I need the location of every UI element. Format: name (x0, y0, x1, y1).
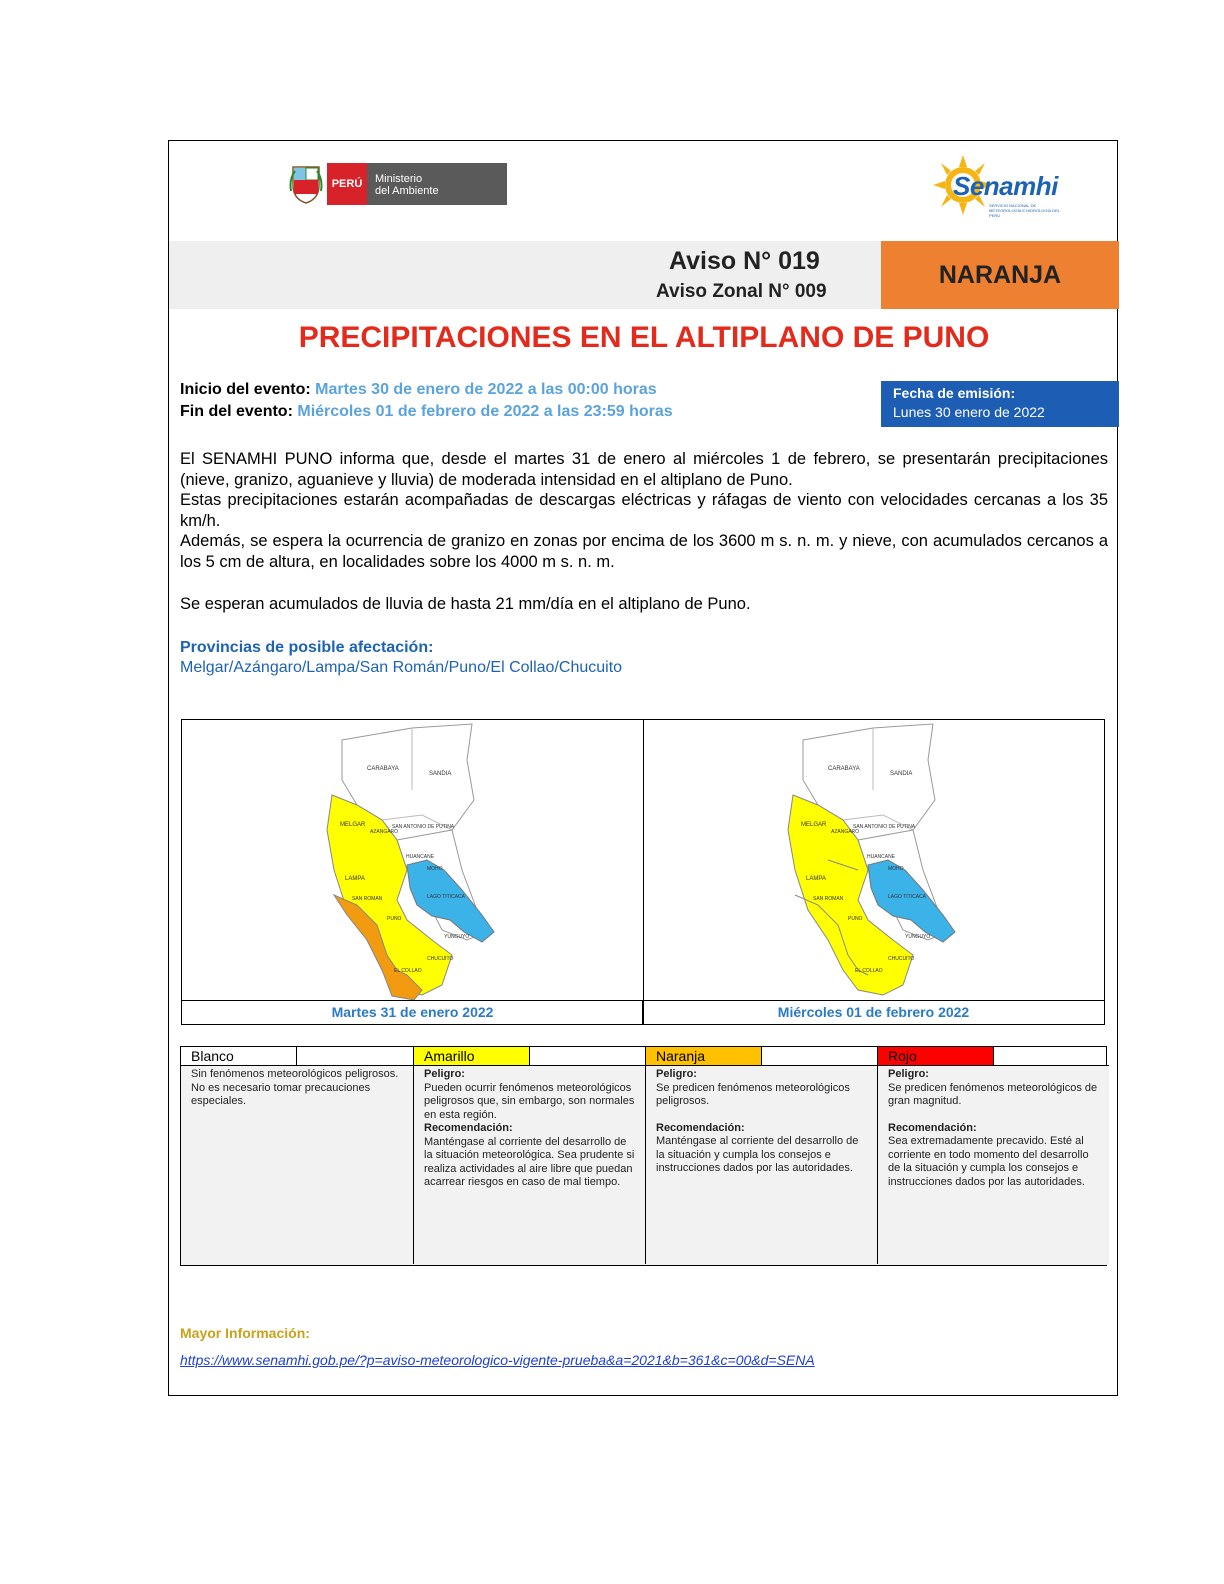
map-label-san-roman: SAN ROMAN (352, 896, 383, 902)
map-label-puno: PUNO (387, 916, 402, 922)
event-start-value: Martes 30 de enero de 2022 a las 00:00 horas (315, 381, 657, 398)
map2-label-puno: PUNO (848, 916, 863, 922)
map-label-carabaya: CARABAYA (367, 766, 399, 772)
legend-rojo-peligro-label: Peligro: (888, 1068, 929, 1080)
legend-blanco-label: Blanco (181, 1047, 297, 1065)
map-label-yunguyo: YUNGUYO (444, 934, 470, 940)
map-day-1-caption: Martes 31 de enero 2022 (331, 1004, 494, 1020)
page-title: PRECIPITACIONES EN EL ALTIPLANO DE PUNO (298, 321, 990, 354)
legend-naranja (645, 1047, 877, 1264)
ministry-line-2: del Ambiente (375, 185, 439, 197)
bulletin-frame (168, 140, 1118, 1396)
map2-label-putina: SAN ANTONIO DE PUTINA (853, 824, 916, 830)
ministry-label (367, 163, 507, 205)
map-label-huancane: HUANCANE (406, 854, 435, 860)
legend-naranja-body (646, 1066, 877, 1265)
map-day-2 (643, 720, 1104, 1000)
map-day-1-figure (182, 720, 643, 1000)
map-captions (182, 1000, 1104, 1025)
body-paragraph-4: Se esperan acumulados de lluvia de hasta 21 mm/día en el altiplano de Puno. (180, 595, 751, 613)
map2-label-huancane: HUANCANE (867, 854, 896, 860)
map-label-chucuito: CHUCUITO (427, 956, 454, 962)
event-end-value: Miércoles 01 de febrero de 2022 a las 23:59 horas (297, 403, 673, 420)
map-label-melgar: MELGAR (340, 822, 366, 828)
body-paragraph-2: Estas precipitaciones estarán acompañadas de descargas eléctricas y ráfagas de viento con velocidades cercanas a los 35 km/h. (180, 491, 1108, 530)
gobierno-logo (289, 161, 509, 207)
emission-label: Fecha de emisión: (893, 385, 1016, 401)
map-label-lago: LAGO TITICACA (427, 894, 465, 900)
legend-rojo (877, 1047, 1109, 1264)
provinces-title: Provincias de posible afectación: (180, 639, 434, 656)
map2-label-azangaro: AZANGARO (831, 829, 860, 835)
more-info-link[interactable]: https://www.senamhi.gob.pe/?p=aviso-meteorologico-vigente-prueba&a=2021&b=361&c=00&d=SENA (180, 1352, 815, 1368)
map2-label-moho: MOHO (888, 866, 904, 872)
legend-amarillo-header (414, 1047, 645, 1066)
event-end-label: Fin del evento: (180, 403, 293, 420)
emission-date-box (881, 381, 1119, 427)
legend-naranja-peligro-label: Peligro: (656, 1068, 697, 1080)
map-label-lampa: LAMPA (345, 876, 365, 882)
map-label-el-collao: EL COLLAO (394, 968, 422, 974)
legend-amarillo-peligro: Pueden ocurrir fenómenos meteorológicos peligrosos que, sin embargo, son normales en esta región. (424, 1081, 635, 1121)
map-day-1 (182, 720, 644, 1000)
legend-rojo-body (878, 1066, 1109, 1265)
map-label-azangaro: AZANGARO (370, 829, 399, 835)
peru-label: PERÚ (327, 163, 367, 205)
legend-rojo-header (878, 1047, 1109, 1066)
legend-naranja-header (646, 1047, 877, 1066)
alert-legend-table (180, 1046, 1107, 1266)
more-info-title: Mayor Información: (180, 1325, 310, 1341)
legend-rojo-rec: Sea extremadamente precavido. Esté al corriente en todo momento del desarrollo de la situación y cumpla los consejos e instrucciones dados por las autoridades. (888, 1135, 1089, 1188)
map-day-2-figure (643, 720, 1104, 1000)
legend-amarillo-peligro-label: Peligro: (424, 1068, 465, 1080)
map2-label-melgar: MELGAR (801, 822, 827, 828)
legend-amarillo-rec-label: Recomendación: (424, 1122, 513, 1134)
senamhi-subtitle: SERVICIO NACIONAL DE METEOROLOGÍA E HIDROLOGÍA DEL PERÚ (989, 203, 1060, 218)
provinces-list: Melgar/Azángaro/Lampa/San Román/Puno/El Collao/Chucuito (180, 659, 623, 676)
legend-rojo-label: Rojo (878, 1047, 994, 1065)
map2-label-chucuito: CHUCUITO (888, 956, 915, 962)
legend-blanco-body: Sin fenómenos meteorológicos peligrosos. No es necesario tomar precauciones especiales. (181, 1066, 413, 1265)
event-start (180, 381, 657, 399)
senamhi-logo (929, 153, 1079, 217)
emission-value: Lunes 30 enero de 2022 (893, 404, 1045, 420)
legend-blanco-header (181, 1047, 413, 1066)
legend-amarillo (413, 1047, 645, 1264)
map2-label-lampa: LAMPA (806, 876, 826, 882)
maps-table (181, 719, 1105, 1025)
legend-amarillo-body (414, 1066, 645, 1265)
legend-amarillo-label: Amarillo (414, 1047, 530, 1065)
alert-level-badge: NARANJA (881, 241, 1119, 309)
body-paragraph-3: Además, se espera la ocurrencia de granizo en zonas por encima de los 3600 m s. n. m. y nieve, con acumulados cercanos a los 5 cm de altura, en localidades sobre los 4000 m s. n. m. (180, 532, 1108, 571)
map-label-moho: MOHO (427, 866, 443, 872)
senamhi-wordmark: Senamhi (953, 171, 1058, 201)
escudo-icon (289, 161, 323, 205)
body-paragraph-1: El SENAMHI PUNO informa que, desde el martes 31 de enero al miércoles 1 de febrero, se presentarán precipitaciones (nieve, granizo, aguanieve y lluvia) de moderada intensidad en el altiplano de Puno. (180, 450, 1108, 489)
map2-label-yunguyo: YUNGUYO (905, 934, 931, 940)
map2-label-lago: LAGO TITICACA (888, 894, 926, 900)
legend-naranja-rec: Manténgase al corriente del desarrollo de la situación y cumpla los consejos e instrucciones dados por las autoridades. (656, 1135, 859, 1174)
map2-label-el-collao: EL COLLAO (855, 968, 883, 974)
map-label-sandia: SANDIA (429, 771, 452, 777)
map2-label-carabaya: CARABAYA (828, 766, 860, 772)
legend-blanco (181, 1047, 413, 1264)
map2-label-sandia: SANDIA (890, 771, 913, 777)
map2-label-san-roman: SAN ROMAN (813, 896, 844, 902)
legend-amarillo-rec: Manténgase al corriente del desarrollo de la situación meteorológica. Sea prudente si realiza actividades al aire libre que puedan acarrear riesgos en caso de mal tiempo. (424, 1135, 635, 1188)
legend-rojo-rec-label: Recomendación: (888, 1121, 977, 1134)
legend-naranja-rec-label: Recomendación: (656, 1121, 745, 1134)
ministry-line-1: Ministerio (375, 173, 423, 185)
event-end (180, 403, 673, 421)
map-label-putina: SAN ANTONIO DE PUTINA (392, 824, 455, 830)
aviso-zonal: Aviso Zonal N° 009 (656, 281, 827, 302)
event-start-label: Inicio del evento: (180, 381, 311, 398)
legend-rojo-peligro: Se predicen fenómenos meteorológicos de gran magnitud. (888, 1081, 1098, 1107)
map-day-2-caption: Miércoles 01 de febrero 2022 (777, 1004, 970, 1020)
legend-naranja-label: Naranja (646, 1047, 762, 1065)
legend-naranja-peligro: Se predicen fenómenos meteorológicos peligrosos. (656, 1081, 850, 1107)
aviso-number: Aviso N° 019 (669, 247, 820, 275)
